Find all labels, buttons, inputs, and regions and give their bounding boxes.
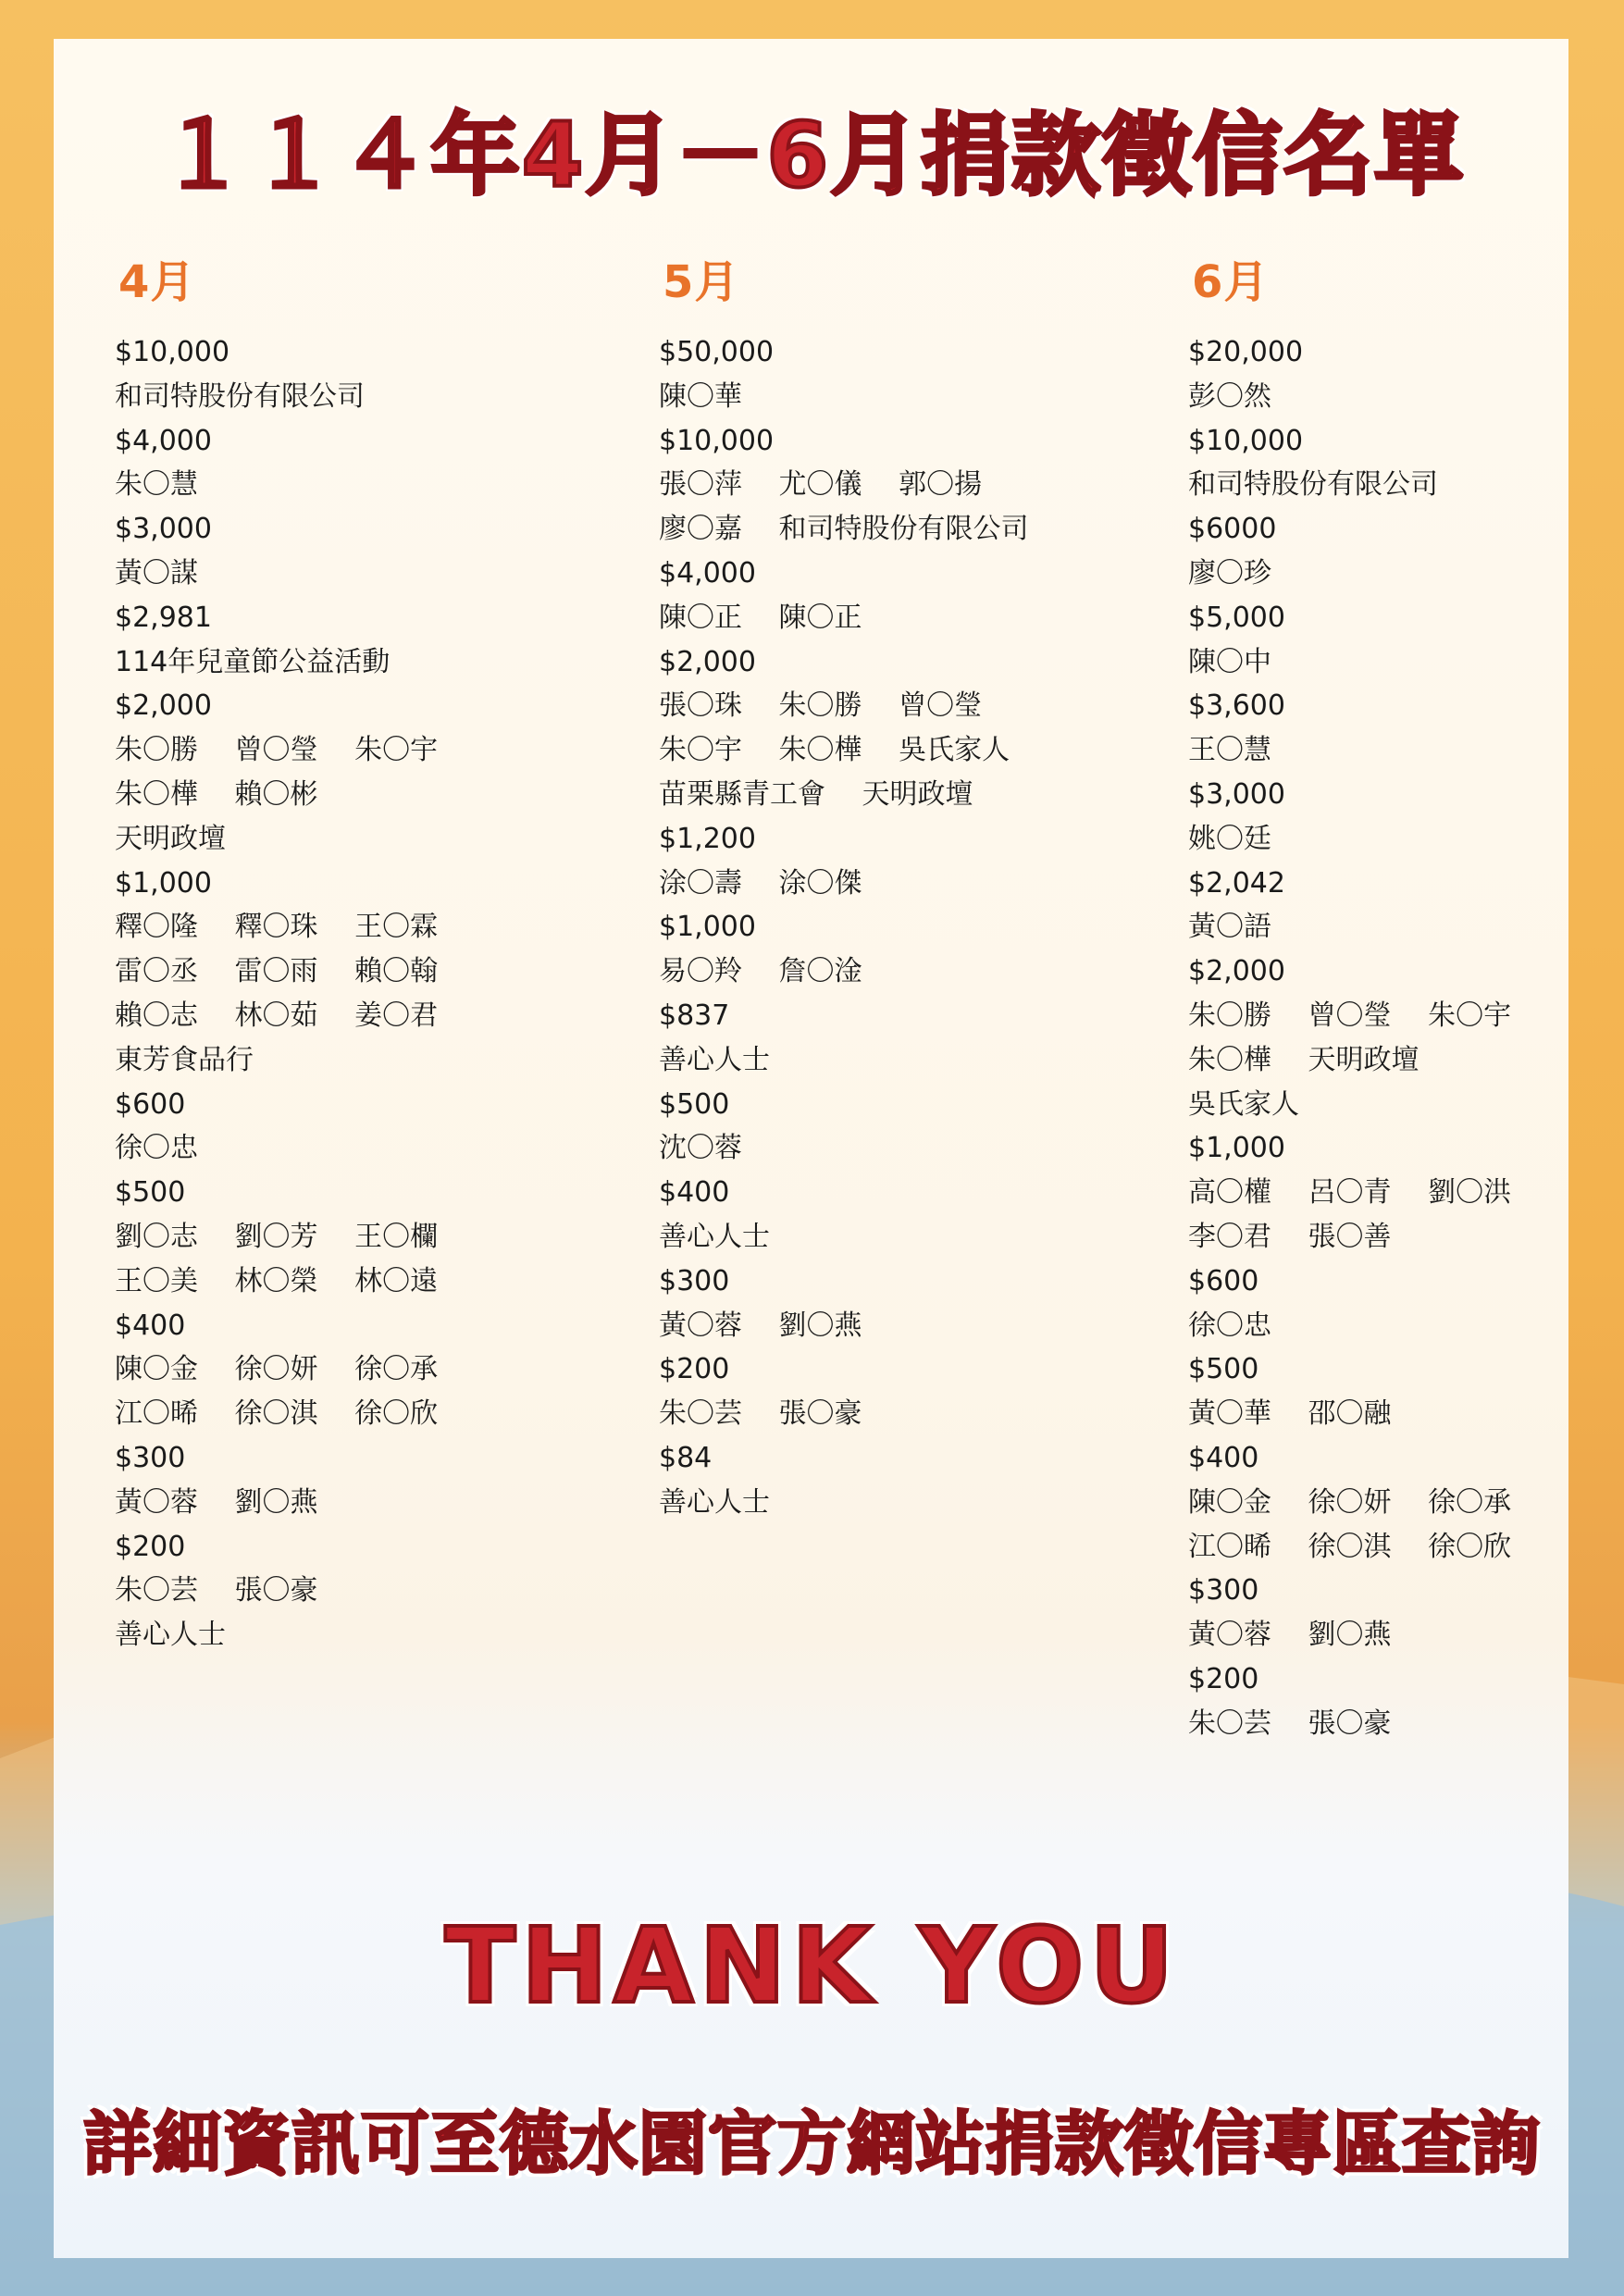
list-item: 朱〇宇 朱〇樺 吳氏家人 [659, 734, 1010, 767]
list-item: $10,000 [659, 424, 775, 457]
list-item: 吳氏家人 [1188, 1087, 1299, 1121]
list-item: 易〇羚 詹〇淦 [659, 955, 862, 988]
list-item: 涂〇壽 涂〇傑 [659, 866, 862, 900]
list-item: 陳〇華 [659, 379, 742, 413]
list-item: 劉〇志 劉〇芳 王〇欄 [115, 1220, 439, 1253]
list-item: 黃〇蓉 劉〇燕 [1188, 1619, 1392, 1652]
column-june [1188, 254, 1511, 1746]
list-item: $600 [1188, 1264, 1259, 1297]
list-item: $2,000 [1188, 955, 1285, 988]
list-item: 賴〇志 林〇茹 姜〇君 [115, 999, 439, 1032]
list-item: $500 [115, 1176, 186, 1210]
list-item: $4,000 [659, 556, 756, 590]
list-item: 王〇美 林〇榮 林〇遠 [115, 1264, 439, 1297]
list-item: $2,042 [1188, 866, 1285, 900]
list-item: $200 [115, 1530, 186, 1563]
column-may [659, 254, 1029, 1525]
list-item: $1,200 [659, 822, 756, 855]
list-item: 陳〇金 徐〇妍 徐〇承 [115, 1353, 439, 1386]
list-item: 張〇萍 尤〇儀 郭〇揚 [659, 468, 983, 502]
list-item: 江〇晞 徐〇淇 徐〇欣 [1188, 1530, 1512, 1563]
list-item: $3,000 [1188, 777, 1285, 811]
list-item: $837 [659, 999, 730, 1032]
column-april [115, 254, 438, 1657]
list-item: $3,000 [115, 513, 212, 546]
list-item: 黃〇蓉 劉〇燕 [115, 1485, 318, 1519]
list-item: $10,000 [115, 336, 230, 368]
list-item: 黃〇華 邵〇融 [1188, 1397, 1392, 1431]
list-item: $3,600 [1188, 689, 1285, 723]
list-item: 善心人士 [115, 1619, 226, 1652]
donor-list [1188, 330, 1511, 1746]
list-item: 江〇晞 徐〇淇 徐〇欣 [115, 1397, 439, 1431]
list-item: 姚〇廷 [1188, 822, 1271, 855]
list-item: 高〇權 呂〇青 劉〇洪 [1188, 1176, 1512, 1210]
list-item: 善心人士 [659, 1220, 770, 1253]
list-item: 善心人士 [659, 1043, 770, 1076]
list-item: $300 [115, 1441, 186, 1474]
list-item: $300 [659, 1264, 730, 1297]
list-item: $20,000 [1188, 336, 1304, 368]
list-item: $200 [1188, 1662, 1259, 1695]
list-item: $500 [1188, 1353, 1259, 1386]
list-item: $400 [1188, 1441, 1259, 1474]
month-heading: 4月 [118, 256, 196, 308]
list-item: 張〇珠 朱〇勝 曾〇瑩 [659, 689, 983, 723]
list-item: 善心人士 [659, 1485, 770, 1519]
list-item: 朱〇樺 賴〇彬 [115, 777, 318, 811]
donor-list [115, 330, 438, 1657]
list-item: 徐〇忠 [1188, 1309, 1271, 1342]
list-item: 陳〇金 徐〇妍 徐〇承 [1188, 1485, 1512, 1519]
list-item: $2,981 [115, 601, 212, 634]
list-item: 沈〇蓉 [659, 1132, 742, 1165]
page-title: １１４年4月－6月捐款徵信名單 [158, 104, 1466, 207]
month-heading: 5月 [663, 256, 740, 308]
list-item: $1,000 [115, 866, 212, 900]
list-item: $2,000 [659, 645, 756, 678]
list-item: 雷〇丞 雷〇雨 賴〇翰 [115, 955, 439, 988]
month-heading: 6月 [1192, 256, 1270, 308]
list-item: 和司特股份有限公司 [115, 379, 365, 413]
list-item: 天明政壇 [115, 822, 226, 855]
list-item: $84 [659, 1441, 713, 1474]
list-item: $600 [115, 1087, 186, 1121]
list-item: 朱〇勝 曾〇瑩 朱〇宇 [115, 734, 439, 767]
list-item: $2,000 [115, 689, 212, 723]
list-item: 廖〇珍 [1188, 556, 1271, 590]
list-item: 東芳食品行 [115, 1043, 254, 1076]
list-item: 苗栗縣青工會 天明政壇 [659, 777, 973, 811]
list-item: 朱〇慧 [115, 468, 198, 502]
list-item: $4,000 [115, 424, 212, 457]
list-item: 朱〇芸 張〇豪 [659, 1397, 862, 1431]
list-item: 朱〇勝 曾〇瑩 朱〇宇 [1188, 999, 1512, 1032]
list-item: 徐〇忠 [115, 1132, 198, 1165]
thank-you-banner: THANK YOU [444, 1906, 1180, 2027]
list-item: 朱〇芸 張〇豪 [1188, 1706, 1392, 1740]
list-item: 黃〇語 [1188, 911, 1271, 944]
list-item: 朱〇芸 張〇豪 [115, 1574, 318, 1607]
list-item: $300 [1188, 1574, 1259, 1607]
list-item: $200 [659, 1353, 730, 1386]
list-item: $50,000 [659, 336, 775, 368]
list-item: $500 [659, 1087, 730, 1121]
list-item: 陳〇中 [1188, 645, 1271, 678]
list-item: 朱〇樺 天明政壇 [1188, 1043, 1419, 1076]
list-item: $1,000 [1188, 1132, 1285, 1165]
list-item: 陳〇正 陳〇正 [659, 601, 862, 634]
list-item: $10,000 [1188, 424, 1304, 457]
list-item: 王〇慧 [1188, 734, 1271, 767]
list-item: 黃〇謀 [115, 556, 198, 590]
donor-list [659, 330, 1029, 1525]
list-item: $1,000 [659, 911, 756, 944]
list-item: 黃〇蓉 劉〇燕 [659, 1309, 862, 1342]
website-note: 詳細資訊可至德水園官方網站捐款徵信專區查詢 [83, 2104, 1541, 2184]
list-item: 釋〇隆 釋〇珠 王〇霖 [115, 911, 439, 944]
list-item: $400 [659, 1176, 730, 1210]
list-item: 李〇君 張〇善 [1188, 1220, 1392, 1253]
list-item: 和司特股份有限公司 [1188, 468, 1438, 502]
list-item: 廖〇嘉 和司特股份有限公司 [659, 513, 1029, 546]
list-item: $6000 [1188, 513, 1277, 546]
list-item: 114年兒童節公益活動 [115, 645, 391, 678]
list-item: $5,000 [1188, 601, 1285, 634]
list-item: 彭〇然 [1188, 379, 1271, 413]
list-item: $400 [115, 1309, 186, 1342]
